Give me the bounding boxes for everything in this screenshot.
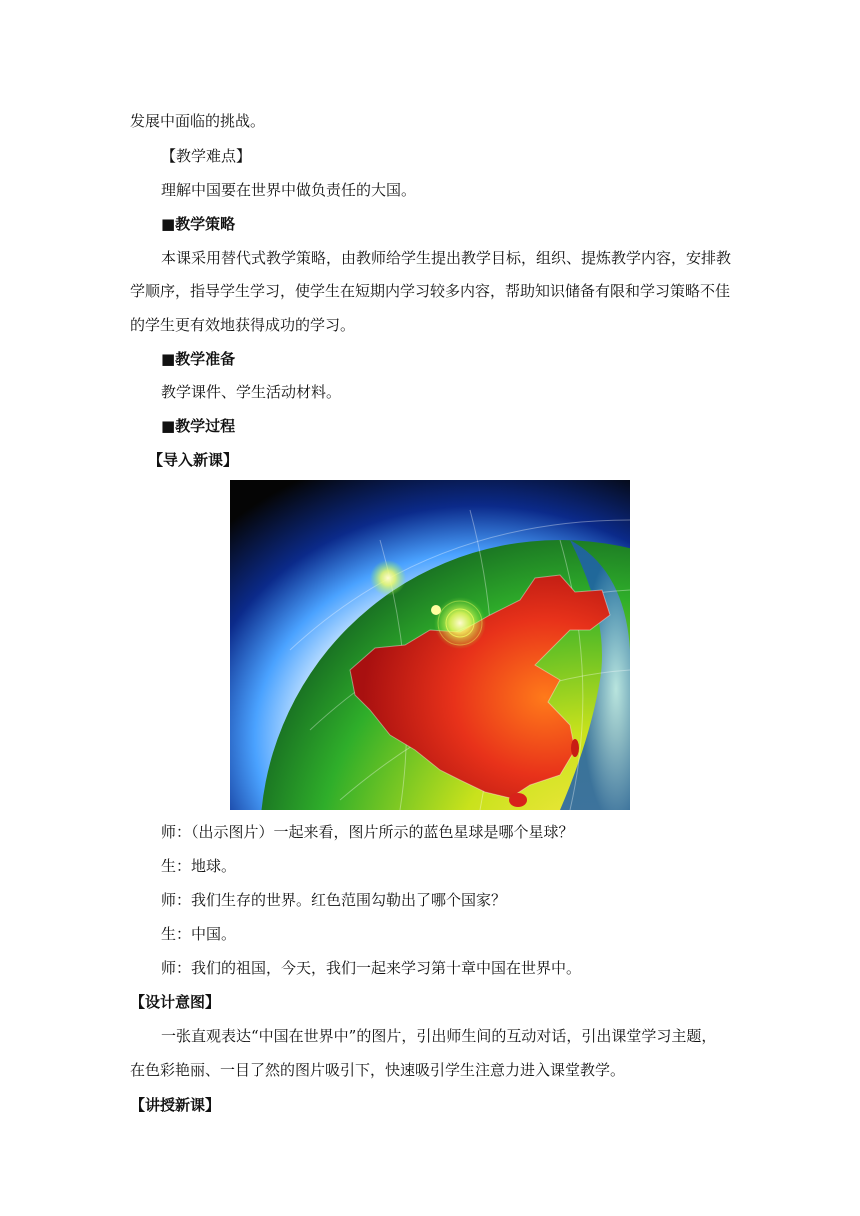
section-heading-preparation: ■教学准备 [161, 350, 236, 368]
globe-china-image [230, 480, 630, 810]
globe-illustration [230, 480, 630, 810]
section-heading-strategy: ■教学策略 [161, 215, 236, 233]
paragraph-text: 发展中面临的挑战。 [130, 112, 266, 130]
section-heading-design: 【设计意图】 [130, 993, 221, 1011]
section-heading-process: ■教学过程 [161, 417, 236, 435]
dialogue-line: 师：（出示图片）一起来看，图片所示的蓝色星球是哪个星球？ [161, 823, 574, 841]
paragraph-text: 本课采用替代式教学策略，由教师给学生提出教学目标，组织、提炼教学内容，安排教 [161, 249, 732, 267]
section-heading-teaching: 【讲授新课】 [130, 1096, 221, 1114]
dialogue-line: 生：地球。 [161, 857, 237, 875]
dialogue-line: 师：我们生存的世界。红色范围勾勒出了哪个国家？ [161, 891, 507, 909]
dialogue-line: 师：我们的祖国，今天，我们一起来学习第十章中国在世界中。 [161, 959, 582, 977]
paragraph-text: 的学生更有效地获得成功的学习。 [130, 316, 356, 334]
dialogue-line: 生：中国。 [161, 925, 237, 943]
paragraph-text: 学顺序，指导学生学习，使学生在短期内学习较多内容，帮助知识储备有限和学习策略不佳 [130, 282, 731, 300]
section-heading-intro: 【导入新课】 [148, 451, 239, 469]
paragraph-text: 教学课件、学生活动材料。 [161, 383, 342, 401]
paragraph-text: 在色彩艳丽、一目了然的图片吸引下，快速吸引学生注意力进入课堂教学。 [130, 1061, 626, 1079]
paragraph-text: 一张直观表达“中国在世界中”的图片，引出师生间的互动对话，引出课堂学习主题， [161, 1027, 717, 1045]
paragraph-text: 理解中国要在世界中做负责任的大国。 [161, 181, 417, 199]
section-heading-difficulty: 【教学难点】 [161, 147, 252, 165]
